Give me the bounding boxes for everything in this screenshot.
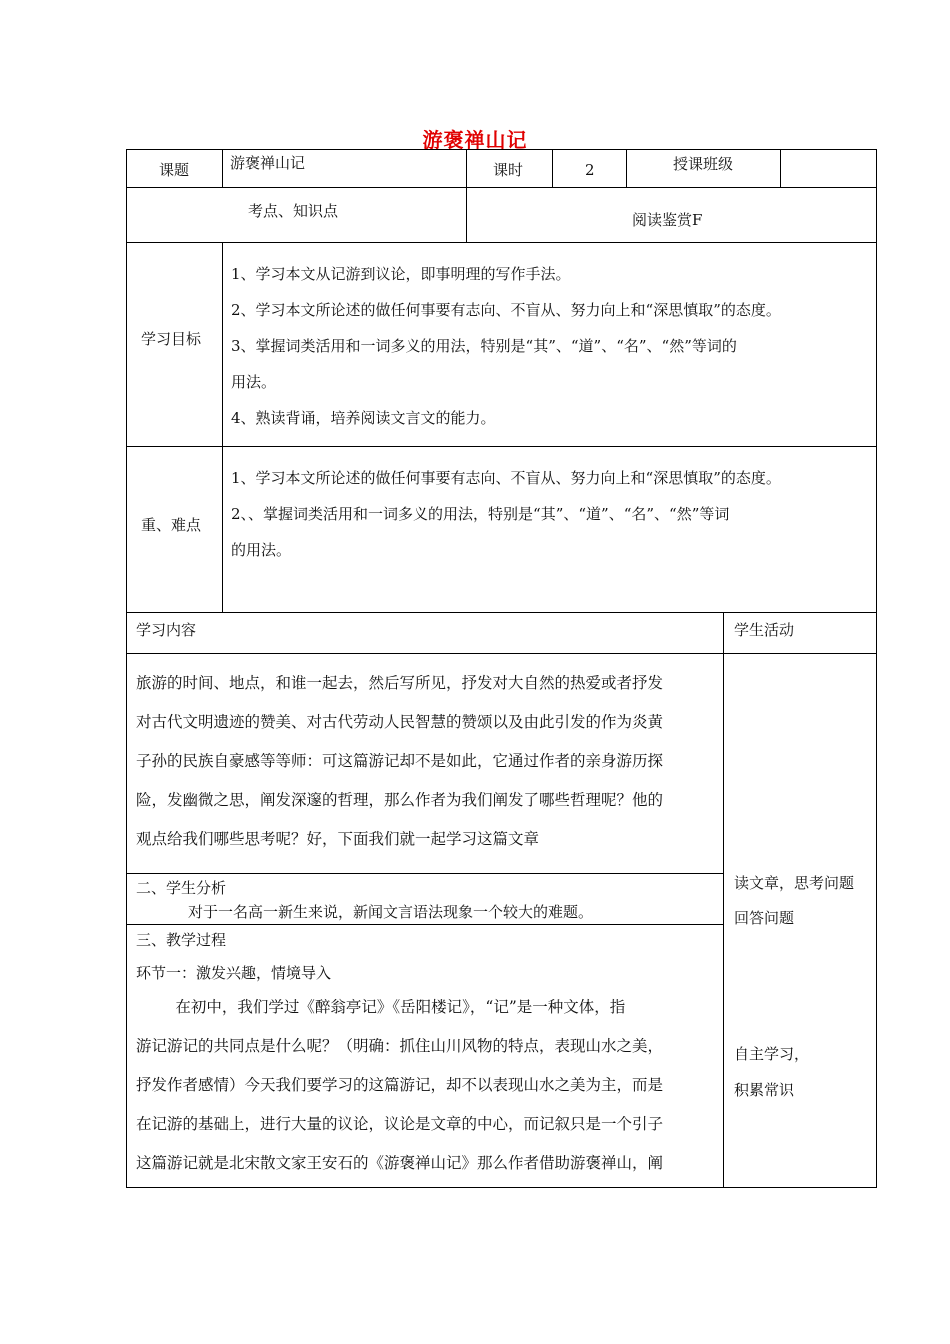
process-paragraph xyxy=(136,988,663,1183)
hours-label: 课时 xyxy=(493,161,524,179)
intro-paragraph xyxy=(136,664,663,859)
table-rule-header xyxy=(126,187,877,188)
table-rule-keypoints xyxy=(126,612,877,613)
intro-line: 险，发幽微之思，阐发深邃的哲理，那么作者为我们阐发了哪些哲理呢？他的 xyxy=(136,791,664,809)
process-line: 这篇游记就是北宋散文家王安石的《游褒禅山记》那么作者借助游褒禅山，阐 xyxy=(136,1154,664,1172)
col-divider-hours-value xyxy=(552,149,553,187)
table-rule-knowledge xyxy=(126,242,877,243)
objectives-list xyxy=(231,256,781,436)
table-rule-top xyxy=(126,149,877,150)
process-line: 游记游记的共同点是什么呢？（明确：抓住山川风物的特点，表现山水之美， xyxy=(136,1037,664,1055)
class-label: 授课班级 xyxy=(673,155,734,173)
step1-heading: 环节一：激发兴趣，情境导入 xyxy=(136,964,332,982)
key-point-item: 1、学习本文所论述的做任何事要有志向、不盲从、努力向上和“深思慎取”的态度。 xyxy=(231,469,781,487)
key-points-list xyxy=(231,460,781,568)
topic-value: 游褒禅山记 xyxy=(230,154,306,172)
activity-self-study: 自主学习， xyxy=(734,1045,810,1063)
objective-item: 1、学习本文从记游到议论，即事明理的写作手法。 xyxy=(231,265,571,283)
page-title: 游褒禅山记 xyxy=(422,128,528,152)
knowledge-value: 阅读鉴赏F xyxy=(632,211,703,229)
activity-answer: 回答问题 xyxy=(734,909,795,927)
col-divider-activity xyxy=(723,612,724,1187)
intro-line: 旅游的时间、地点，和谁一起去，然后写所见，抒发对大自然的热爱或者抒发 xyxy=(136,674,664,692)
objective-item: 3、掌握词类活用和一词多义的用法，特别是“其”、“道”、“名”、“然”等词的 xyxy=(231,337,737,355)
intro-line: 对古代文明遗迹的赞美、对古代劳动人民智慧的赞颂以及由此引发的作为炎黄 xyxy=(136,713,664,731)
content-header-left: 学习内容 xyxy=(136,621,197,639)
objectives-label: 学习目标 xyxy=(141,330,202,348)
process-heading: 三、教学过程 xyxy=(136,931,227,949)
key-point-item: 的用法。 xyxy=(231,541,292,559)
activity-accumulate: 积累常识 xyxy=(734,1081,795,1099)
col-divider-class xyxy=(626,149,627,187)
objective-item: 用法。 xyxy=(231,373,277,391)
table-rule-objectives xyxy=(126,446,877,447)
analysis-text: 对于一名高一新生来说，新闻文言语法现象一个较大的难题。 xyxy=(188,903,594,921)
analysis-heading: 二、学生分析 xyxy=(136,879,227,897)
table-border-left xyxy=(126,149,127,1187)
hours-value: 2 xyxy=(585,161,595,179)
process-line: 在记游的基础上，进行大量的议论，议论是文章的中心，而记叙只是一个引子 xyxy=(136,1115,664,1133)
intro-line: 观点给我们哪些思考呢？好，下面我们就一起学习这篇文章 xyxy=(136,830,540,848)
table-rule-content-header xyxy=(126,653,877,654)
intro-line: 子孙的民族自豪感等等师：可这篇游记却不是如此，它通过作者的亲身游历探 xyxy=(136,752,664,770)
objective-item: 2、学习本文所论述的做任何事要有志向、不盲从、努力向上和“深思慎取”的态度。 xyxy=(231,301,781,319)
topic-label: 课题 xyxy=(159,161,190,179)
table-border-right xyxy=(876,149,877,1187)
col-divider-label xyxy=(222,149,223,187)
content-header-right: 学生活动 xyxy=(734,621,795,639)
knowledge-label: 考点、知识点 xyxy=(248,202,339,220)
table-rule-intro xyxy=(126,873,723,874)
key-point-item: 2、、掌握词类活用和一词多义的用法，特别是“其”、“道”、“名”、“然”等词 xyxy=(231,505,730,523)
col-divider-class-value xyxy=(780,149,781,187)
col-divider-hours xyxy=(466,149,467,242)
activity-read-think: 读文章，思考问题 xyxy=(734,874,855,892)
key-points-label: 重、难点 xyxy=(141,516,202,534)
process-line: 在初中，我们学过《醉翁亭记》《岳阳楼记》，“记”是一种文体，指 xyxy=(136,998,626,1016)
table-rule-analysis xyxy=(126,924,723,925)
process-line: 抒发作者感情）今天我们要学习的这篇游记，却不以表现山水之美为主，而是 xyxy=(136,1076,664,1094)
col-divider-objectives xyxy=(222,242,223,612)
table-rule-bottom xyxy=(126,1187,877,1188)
objective-item: 4、熟读背诵，培养阅读文言文的能力。 xyxy=(231,409,496,427)
